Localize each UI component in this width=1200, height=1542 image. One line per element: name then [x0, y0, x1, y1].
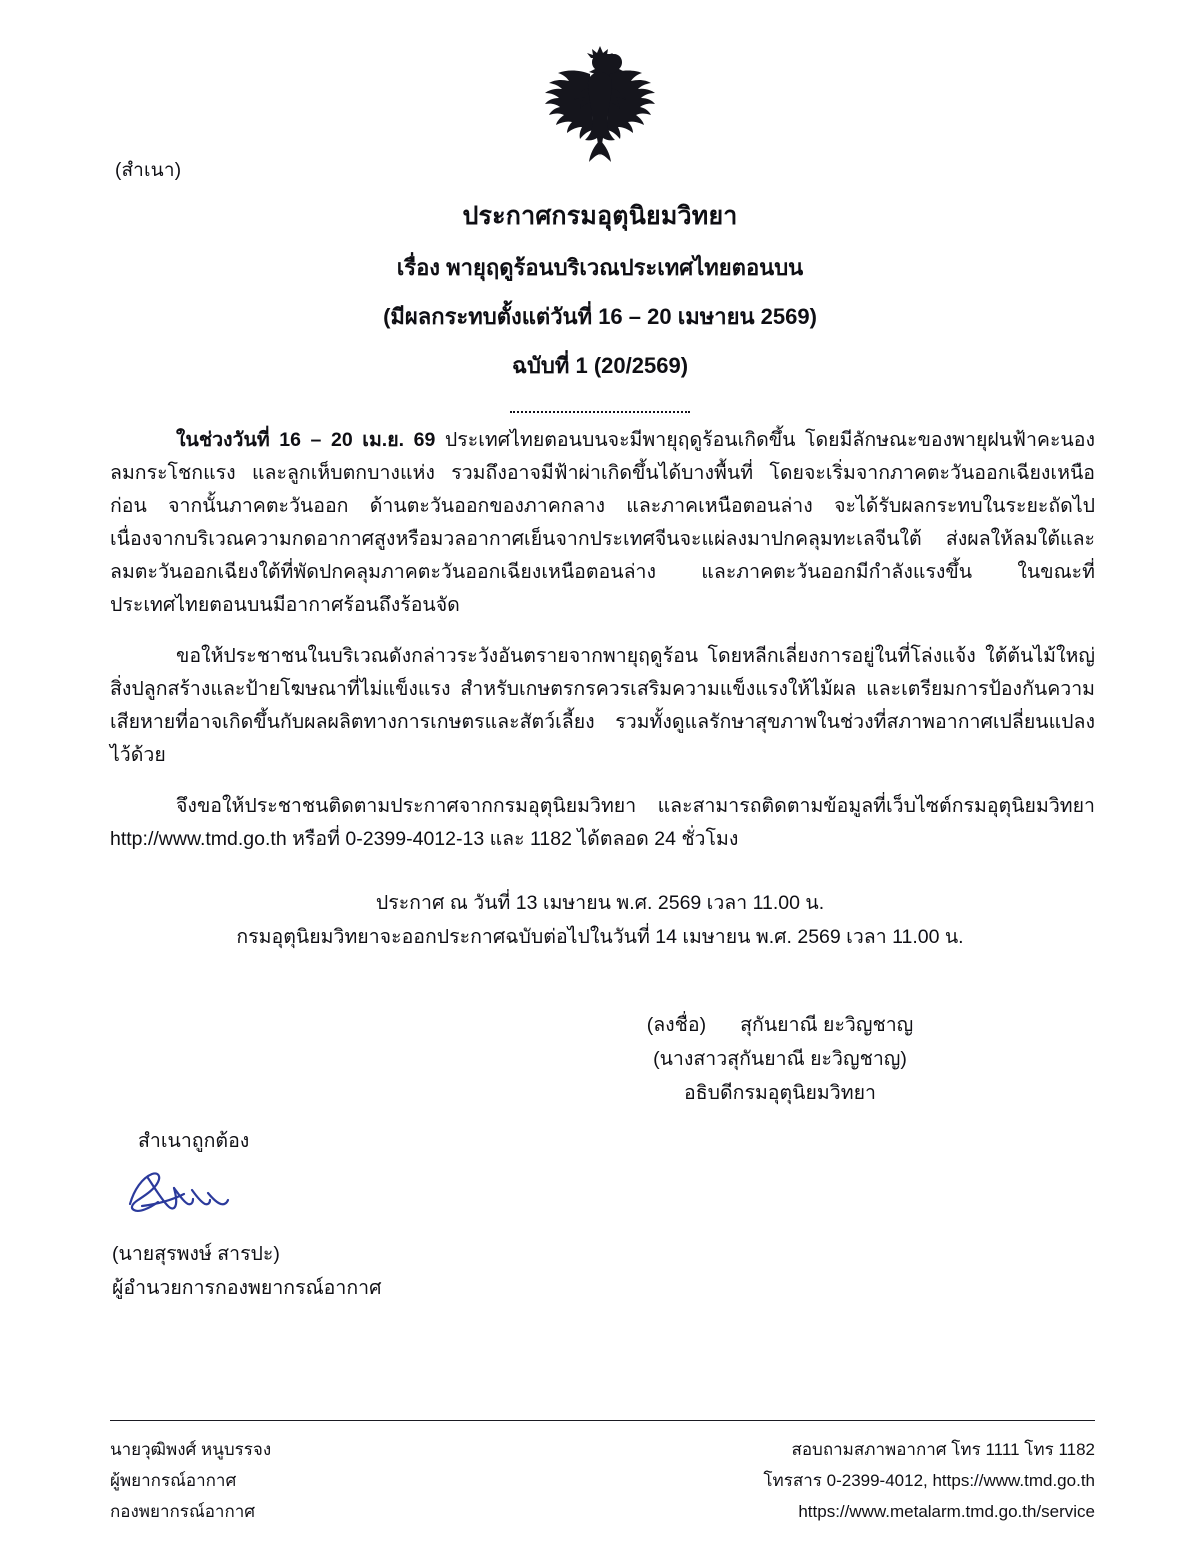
paragraph-3-body: จึงขอให้ประชาชนติดตามประกาศจากกรมอุตุนิยมวิทยา และสามารถติดตามข้อมูลที่เว็บไซต์กรมอุตุนิยมวิทยา http://www.tmd.go.th หรือที่ 0-2399-4012-13 และ 1182 ได้ตลอด 24 ชั่วโมง — [110, 795, 1095, 850]
footer-right-line-1: สอบถามสภาพอากาศ โทร 1111 โทร 1182 — [791, 1440, 1095, 1459]
footer-left-line-1: นายวุฒิพงศ์ หนูบรรจง — [110, 1440, 272, 1459]
footer-left-line-2: ผู้พยากรณ์อากาศ — [110, 1471, 237, 1490]
footer — [110, 1434, 1095, 1527]
paragraph-1-body: ประเทศไทยตอนบนจะมีพายุฤดูร้อนเกิดขึ้น โดยมีลักษณะของพายุฝนฟ้าคะนอง ลมกระโชกแรง และลูกเห็บตกบางแห่ง รวมถึงอาจมีฟ้าผ่าเกิดขึ้นได้บางพื้นที่ โดยจะเริ่มจากภาคตะวันออกเฉียงเหนือก่อน จากนั้นภาคตะวันออก ด้านตะวันออกของภาคกลาง และภาคเหนือตอนล่าง จะได้รับผลกระทบในระยะถัดไป เนื่องจากบริเวณความกดอากาศสูงหรือมวลอากาศเย็นจากประเทศจีนจะแผ่ลงมาปกคลุมทะเลจีนใต้ ส่งผลให้ลมใต้และลมตะวันออกเฉียงใต้ที่พัดปกคลุมภาคตะวันออกเฉียงเหนือตอนล่าง และภาคตะวันออกมีกำลังแรงขึ้น ในขณะที่ประเทศไทยตอนบนมีอากาศร้อนถึงร้อนจัด — [110, 429, 1095, 616]
page-title: ประกาศกรมอุตุนิยมวิทยา — [462, 202, 738, 230]
date-block — [0, 886, 1200, 954]
certified-copy-label: สำเนาถูกต้อง — [138, 1130, 250, 1152]
heading-divider — [510, 411, 690, 413]
handwritten-signature — [118, 1160, 268, 1222]
signed-row — [560, 1008, 1000, 1042]
certified-position: ผู้อำนวยการกองพยากรณ์อากาศ — [112, 1277, 382, 1299]
subject-line: เรื่อง พายุฤดูร้อนบริเวณประเทศไทยตอนบน — [396, 255, 804, 280]
footer-divider — [110, 1420, 1095, 1421]
paragraph-2-body: ขอให้ประชาชนในบริเวณดังกล่าวระวังอันตรายจากพายุฤดูร้อน โดยหลีกเลี่ยงการอยู่ในที่โล่งแจ้ง ใต้ต้นไม้ใหญ่ สิ่งปลูกสร้างและป้ายโฆษณาที่ไม่แข็งแรง สำหรับเกษตรกรควรเสริมความแข็งแรงให้ไม้ผล และเตรียมการป้องกันความเสียหายที่อาจเกิดขึ้นกับผลผลิตทางการเกษตรและสัตว์เลี้ยง รวมทั้งดูแลรักษาสุขภาพในช่วงที่สภาพอากาศเปลี่ยนแปลงไว้ด้วย — [110, 645, 1095, 766]
signed-name: สุกันยาณี ยะวิญชาญ — [740, 1014, 914, 1036]
issued-date-line: ประกาศ ณ วันที่ 13 เมษายน พ.ศ. 2569 เวลา 11.00 น. — [375, 892, 825, 914]
signer-position: อธิบดีกรมอุตุนิยมวิทยา — [684, 1082, 876, 1104]
body-text — [110, 424, 1095, 874]
footer-right — [763, 1434, 1095, 1527]
footer-right-line-2: โทรสาร 0-2399-4012, https://www.tmd.go.th — [763, 1471, 1095, 1490]
paragraph-1-lead: ในช่วงวันที่ 16 – 20 เม.ย. 69 — [176, 429, 436, 451]
certified-name: (นายสุรพงษ์ สารปะ) — [112, 1243, 280, 1265]
garuda-emblem — [530, 44, 670, 164]
signature-block — [560, 1008, 1000, 1110]
heading-block — [0, 196, 1200, 413]
emblem-container — [0, 44, 1200, 164]
paragraph-2 — [110, 640, 1095, 772]
copy-mark: (สำเนา) — [115, 160, 182, 181]
paragraph-1 — [110, 424, 1095, 622]
footer-left — [110, 1434, 271, 1527]
footer-right-line-3: https://www.metalarm.tmd.go.th/service — [798, 1502, 1095, 1521]
issue-number-line: ฉบับที่ 1 (20/2569) — [511, 353, 689, 378]
certified-copy-block — [112, 1124, 381, 1305]
signer-printed-name: (นางสาวสุกันยาณี ยะวิญชาญ) — [653, 1048, 907, 1070]
effective-dates-line: (มีผลกระทบตั้งแต่วันที่ 16 – 20 เมษายน 2569) — [383, 304, 817, 329]
footer-left-line-3: กองพยากรณ์อากาศ — [110, 1502, 256, 1521]
paragraph-3 — [110, 790, 1095, 856]
signed-label: (ลงชื่อ) — [646, 1014, 707, 1036]
next-issue-line: กรมอุตุนิยมวิทยาจะออกประกาศฉบับต่อไปในวันที่ 14 เมษายน พ.ศ. 2569 เวลา 11.00 น. — [236, 926, 964, 948]
